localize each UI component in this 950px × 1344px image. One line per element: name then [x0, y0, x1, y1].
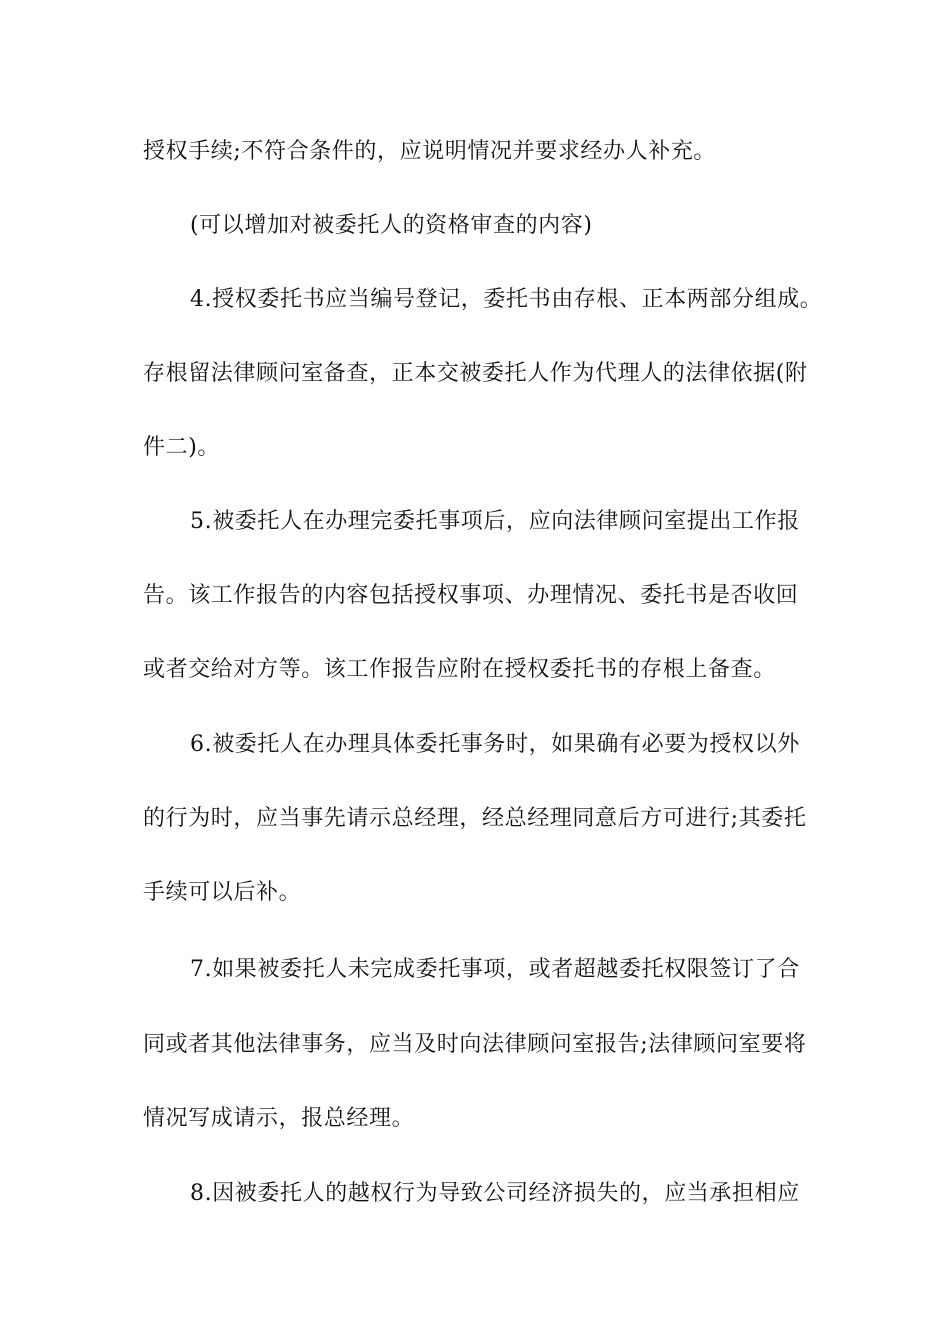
text-line: (可以增加对被委托人的资格审查的内容): [190, 213, 593, 238]
text-line: 的行为时，应当事先请示总经理，经总经理同意后方可进行;其委托: [143, 806, 807, 831]
text-line: 情况写成请示，报总经理。: [143, 1106, 415, 1131]
text-line: 同或者其他法律事务，应当及时向法律顾问室报告;法律顾问室要将: [143, 1032, 807, 1057]
text-line: 手续可以后补。: [143, 880, 302, 905]
text-line: 授权手续;不符合条件的，应说明情况并要求经办人补充。: [143, 139, 717, 164]
text-line: 4.授权委托书应当编号登记，委托书由存根、正本两部分组成。: [190, 287, 823, 312]
text-line: 或者交给对方等。该工作报告应附在授权委托书的存根上备查。: [143, 657, 776, 682]
text-line: 存根留法律顾问室备查，正本交被委托人作为代理人的法律依据(附: [143, 361, 808, 386]
text-line: 7.如果被委托人未完成委托事项，或者超越委托权限签订了合: [190, 957, 800, 982]
text-line: 告。该工作报告的内容包括授权事项、办理情况、委托书是否收回: [143, 583, 799, 608]
text-line: 5.被委托人在办理完委托事项后，应向法律顾问室提出工作报: [190, 509, 800, 534]
text-line: 件二)。: [143, 435, 220, 460]
text-line: 6.被委托人在办理具体委托事务时，如果确有必要为授权以外: [190, 732, 800, 757]
text-line: 8.因被委托人的越权行为导致公司经济损失的，应当承担相应: [190, 1181, 800, 1206]
